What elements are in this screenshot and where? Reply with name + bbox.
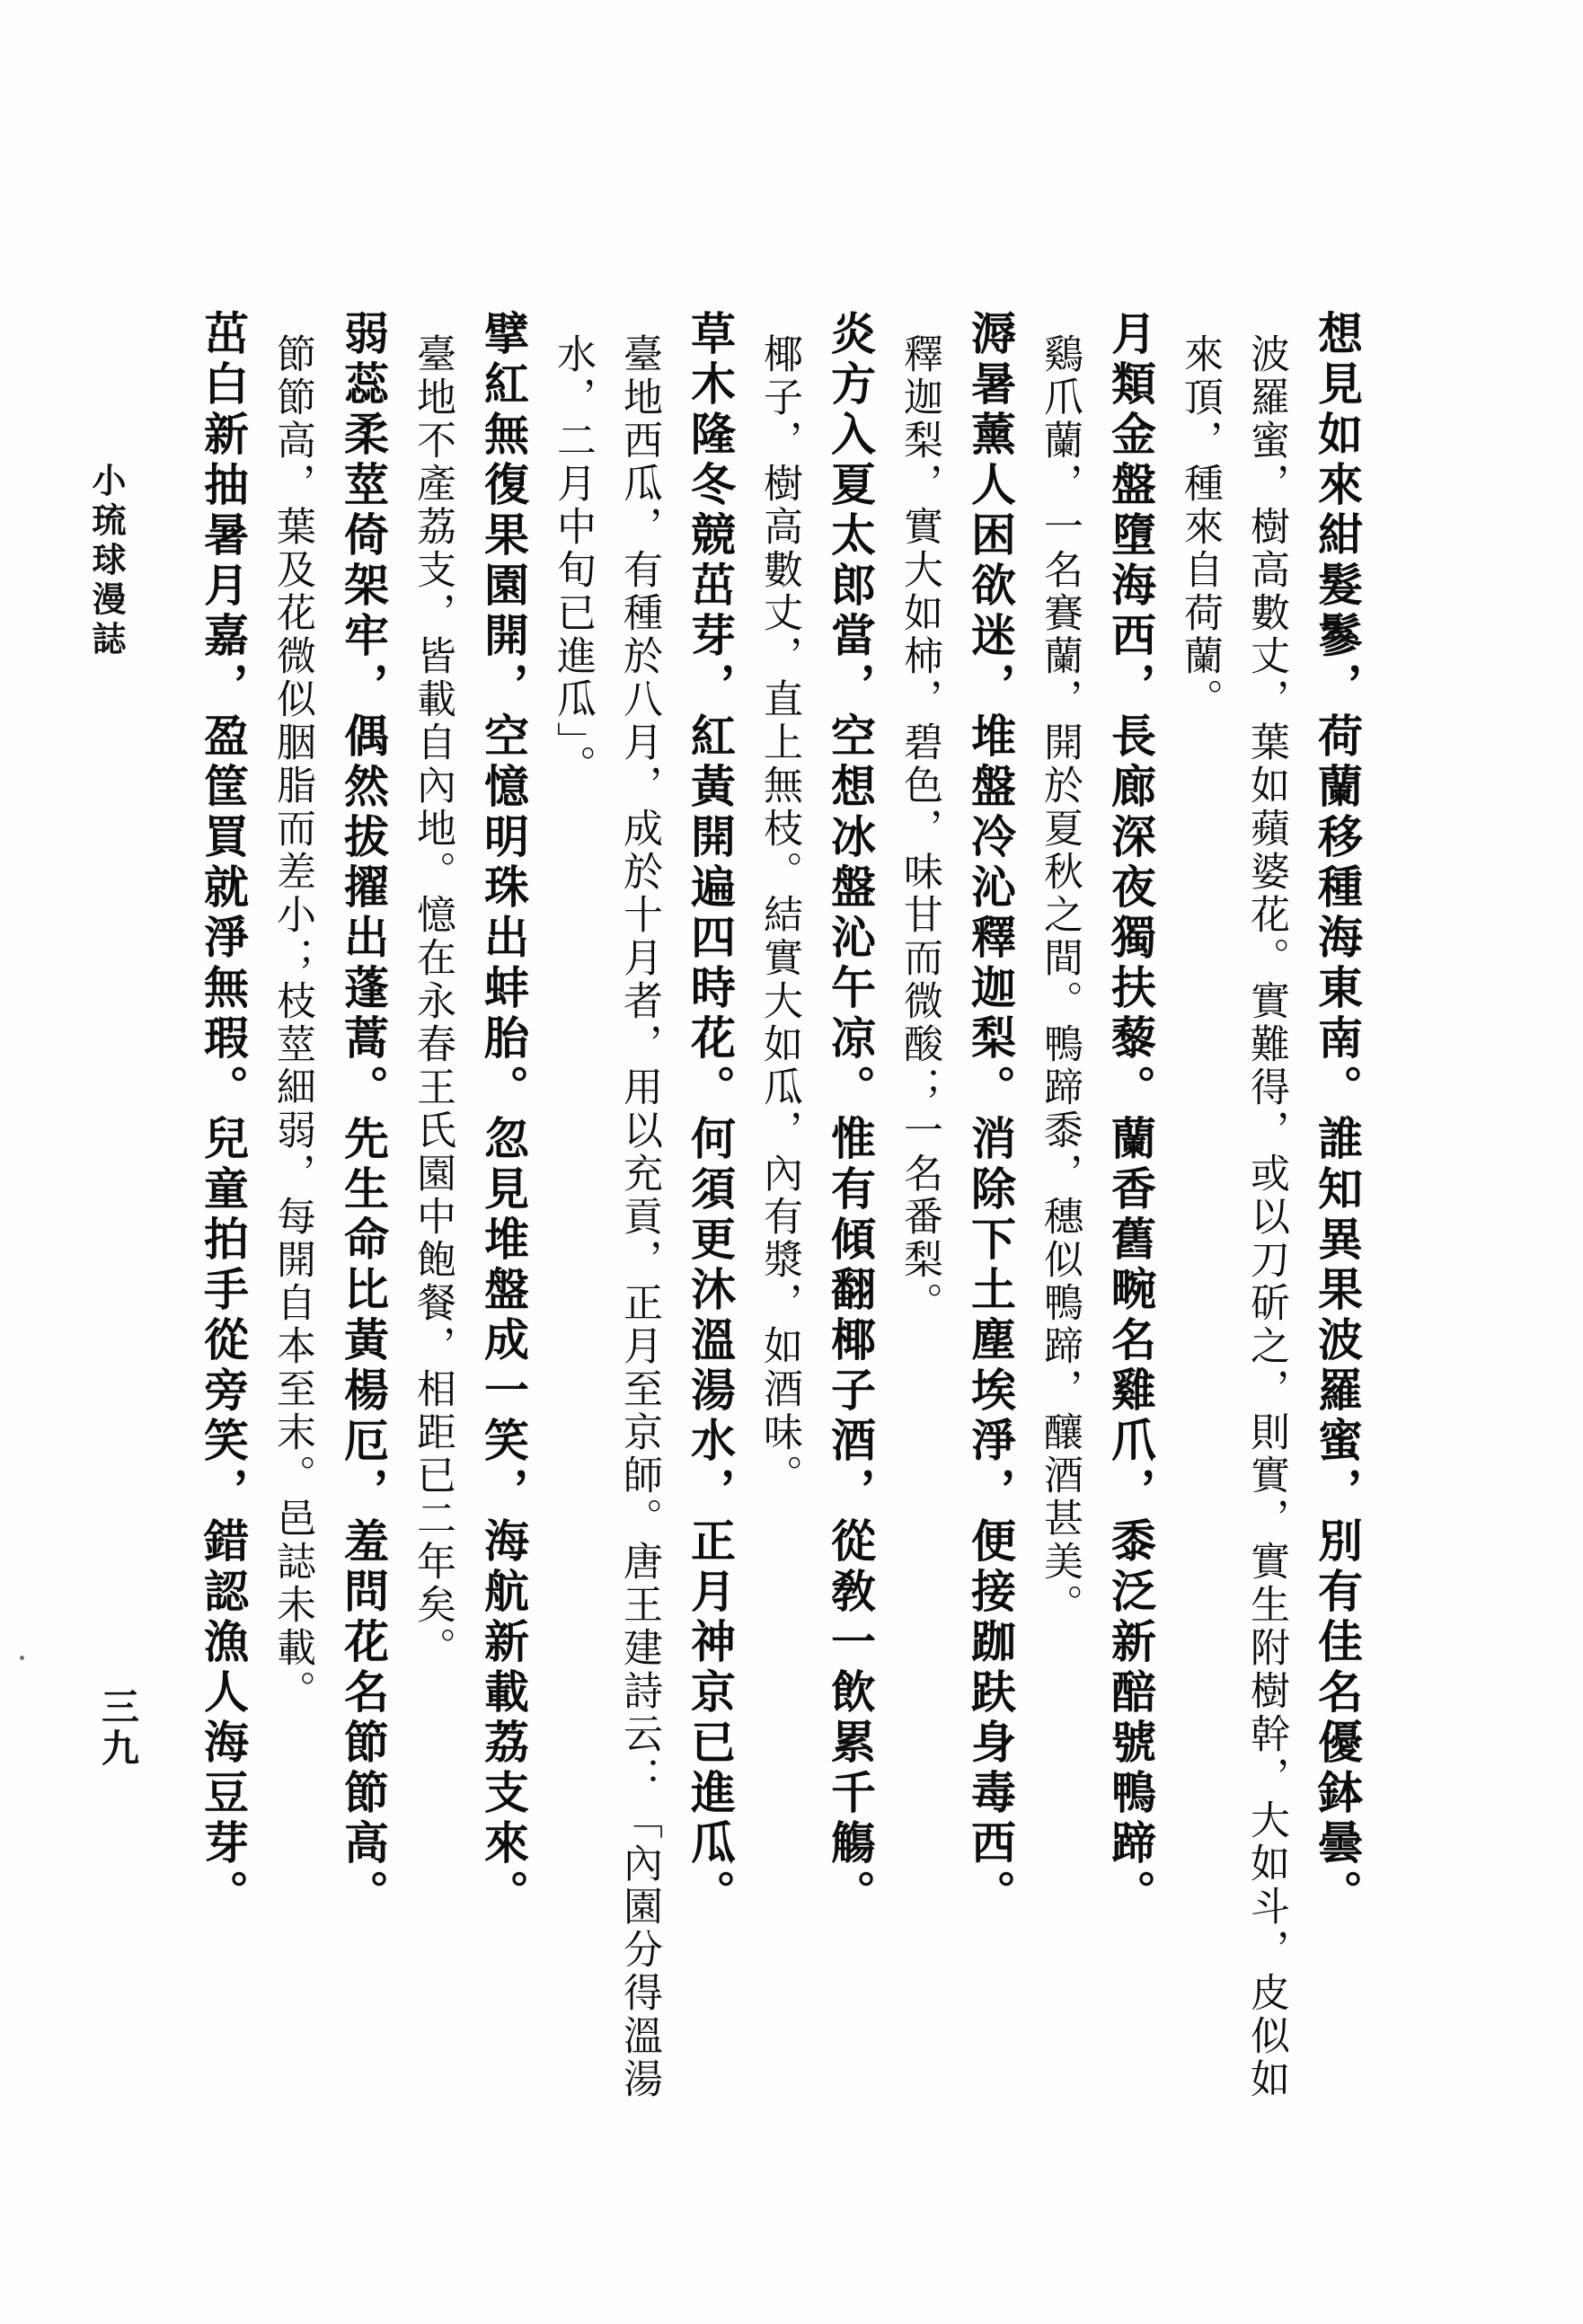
column-5-commentary: 鷄爪蘭，一名賽蘭，開於夏秋之間。鴨蹄黍，穗似鴨蹄，釀酒甚美。 [1038,333,1082,1627]
column-3-commentary: 來頂，種來自荷蘭。 [1178,333,1222,721]
column-6-poem-line: 溽暑薰人困欲迷，堆盤冷沁釋迦梨。消除下土塵埃淨，便接跏趺身毒西。 [965,310,1015,1920]
column-14-commentary: 臺地不產荔支，皆載自內地。憶在永春王氏園中飽餐，相距已二年矣。 [411,333,455,1670]
column-7-commentary: 釋迦梨，實大如柿，碧色，味甘而微酸；一名番梨。 [898,333,942,1325]
scan-speck [20,1656,24,1660]
text-block [172,310,1362,2178]
column-13-poem-line: 擘紅無復果園開，空憶明珠出蚌胎。忽見堆盤成一笑，海航新載荔支來。 [478,310,528,1920]
column-8-poem-line: 炎方入夏太郎當，空想冰盤沁午凉。惟有傾翻椰子酒，從敎一飲累千觴。 [825,310,875,1920]
column-2-commentary: 波羅蜜，樹高數丈，葉如蘋婆花。實難得，或以刀斫之，則實，實生附樹幹，大如斗，皮似如 [1244,333,1288,2101]
column-10-poem-line: 草木隆冬競茁芽，紅黃開遍四時花。何須更沐溫湯水，正月神京已進瓜。 [685,310,735,1920]
column-4-poem-line: 月類金盤墮海西，長廊深夜獨扶藜。蘭香舊畹名雞爪，黍泛新醅號鴨蹄。 [1105,310,1155,1920]
column-16-commentary: 節節高，葉及花微似胭脂而差小；枝莖細弱，每開自本至末。邑誌未載。 [270,333,314,1713]
column-15-poem-line: 弱蕊柔莖倚架牢，偶然拔擢出蓬蒿。先生命比黃楊厄，羞問花名節節高。 [338,310,388,1920]
column-11-commentary: 臺地西瓜，有種於八月，成於十月者，用以充貢，正月至京師。唐王建詩云：「內園分得溫湯 [617,333,661,2101]
book-margin-title: 小琉球漫誌 [86,463,124,660]
column-12-commentary: 水，二月中旬已進瓜」。 [551,333,595,788]
column-1-poem-line: 想見如來紺髮鬖，荷蘭移種海東南。誰知異果波羅蜜，別有佳名優鉢曇。 [1312,310,1362,1920]
page-number: 三九 [96,1687,137,1770]
column-9-commentary: 椰子，樹高數丈，直上無枝。結實大如瓜，內有漿，如酒味。 [757,333,801,1498]
column-17-poem-line: 茁白新抽暑月嘉，盈筐買就淨無瑕。兒童拍手從旁笑，錯認漁人海豆芽。 [198,310,248,1920]
